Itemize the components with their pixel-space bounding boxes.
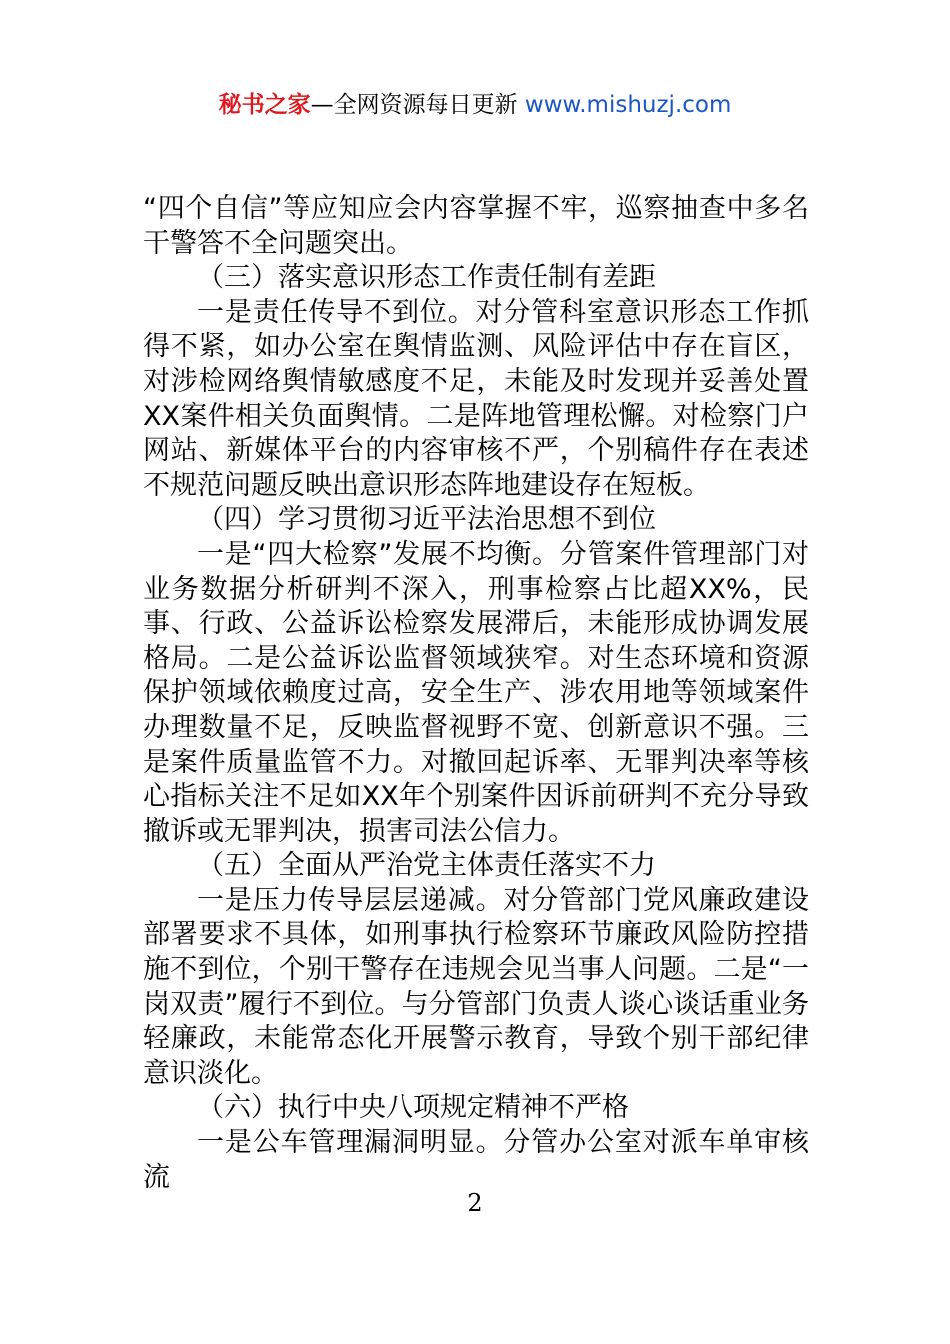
paragraph: “四个自信”等应知应会内容掌握不牢，巡察抽查中多名干警答不全问题突出。 <box>143 193 809 259</box>
section-heading-4: （四）学习贯彻习近平法治思想不到位 <box>197 504 656 536</box>
section-heading-5: （五）全面从严治党主体责任落实不力 <box>197 850 656 882</box>
paragraph: 一是公车管理漏洞明显。分管办公室对派车单审核流 <box>143 1127 809 1193</box>
paragraph: 一是“四大检察”发展不均衡。分管案件管理部门对业务数据分析研判不深入，刑事检察占比超XX%，民事、行政、公益诉讼检察发展滞后，未能形成协调发展格局。二是公益诉讼监督领域狭窄。对生态环境和资源保护领域依赖度过高，安全生产、涉农用地等领域案件办理数量不足，反映监督视野不宽、创新意识不强。三是案件质量监管不力。对撤回起诉率、无罪判决率等核心指标关注不足如XX年个别案件因诉前研判不充分导致撤诉或无罪判决，损害司法公信力。 <box>143 538 809 847</box>
paragraph: 一是压力传导层层递减。对分管部门党风廉政建设部署要求不具体，如刑事执行检察环节廉政风险防控措施不到位，个别干警存在违规会见当事人问题。二是“一岗双责”履行不到位。与分管部门负责人谈心谈话重业务轻廉政，未能常态化开展警示教育，导致个别干部纪律意识淡化。 <box>143 884 809 1089</box>
site-header <box>0 88 950 122</box>
site-url-link[interactable]: www.mishuzj.com <box>524 92 732 118</box>
brand-name: 秘书之家 <box>218 92 311 118</box>
section-heading-6: （六）执行中央八项规定精神不严格 <box>197 1092 629 1124</box>
document-body <box>143 192 809 1195</box>
section-heading-3: （三）落实意识形态工作责任制有差距 <box>197 262 656 294</box>
page-number: 2 <box>467 1189 483 1217</box>
header-tagline: —全网资源每日更新 <box>310 92 525 118</box>
paragraph: 一是责任传导不到位。对分管科室意识形态工作抓得不紧，如办公室在舆情监测、风险评估中存在盲区，对涉检网络舆情敏感度不足，未能及时发现并妥善处置XX案件相关负面舆情。二是阵地管理松懈。对检察门户网站、新媒体平台的内容审核不严，个别稿件存在表述不规范问题反映出意识形态阵地建设存在短板。 <box>143 296 809 501</box>
